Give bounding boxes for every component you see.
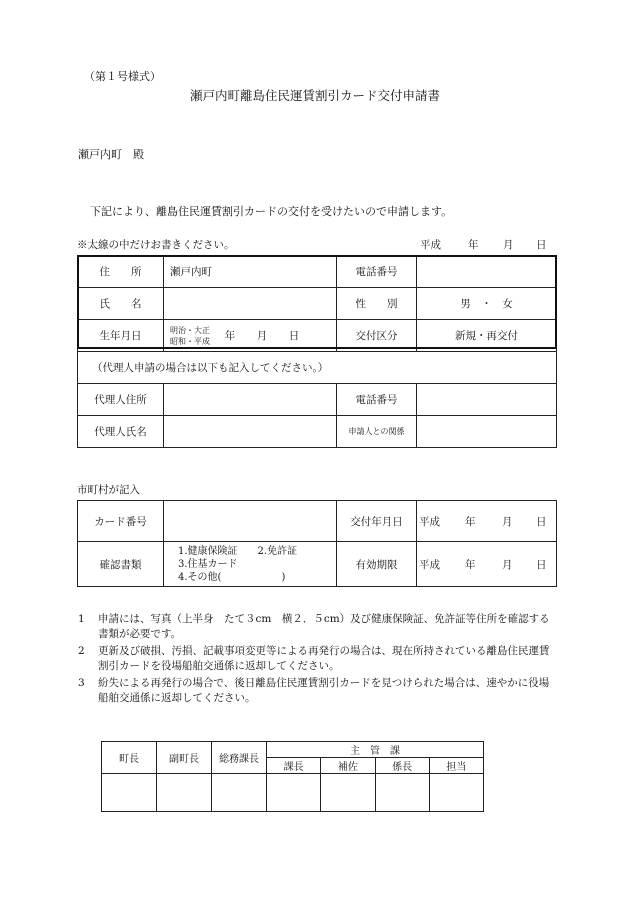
docs-options[interactable] [164,542,337,587]
agent-address-label: 代理人住所 [78,384,164,416]
mayor-header: 町長 [102,742,157,774]
issue-type-options[interactable]: 新規・再交付 [417,320,557,352]
issue-date-label: 交付年月日 [337,501,417,542]
sex-options[interactable]: 男 ・ 女 [417,288,557,320]
approval-table [101,741,484,812]
table-row [78,320,557,352]
docs-line: 3.住基カード [178,558,238,570]
phone-label: 電話番号 [337,256,417,288]
validity-day: 日 [536,558,547,571]
address-field[interactable]: 瀬戸内町 [164,256,337,288]
stamp-cell[interactable] [212,774,267,812]
issue-type-label: 交付区分 [337,320,417,352]
issue-date-era: 平成 [419,515,440,528]
section-chief-header: 課長 [267,758,321,774]
relation-label: 申請人との関係 [337,416,417,448]
document-title: 瀬戸内町離島住民運賃割引カード交付申請書 [189,88,440,103]
note-number: 3 [78,677,85,689]
date-year: 年 [468,239,479,251]
note-text: 更新及び破損、汚損、記載事項変更等による再発行の場合は、現在所持されている離島住民運賃割引カードを役場船舶交通係に返却してください。 [98,645,550,672]
agent-name-label: 代理人氏名 [78,416,164,448]
table-row [78,288,557,320]
date-day: 日 [536,239,547,251]
birthdate-field[interactable] [164,320,337,352]
agent-phone-field[interactable] [417,384,557,416]
addressee: 瀬戸内町 殿 [78,148,144,161]
issue-date-field[interactable] [417,501,557,542]
agent-instruction: （代理人申請の場合は以下も記入してください。） [78,352,557,384]
table-row [78,542,557,587]
agent-name-field[interactable] [164,416,337,448]
general-affairs-header: 総務課長 [212,742,267,774]
municipality-table [77,500,557,587]
name-field[interactable] [164,288,337,320]
deputy-mayor-header: 副町長 [157,742,212,774]
section-group-header: 主 管 課 [267,742,484,758]
card-number-field[interactable] [164,501,337,542]
name-label: 氏 名 [78,288,164,320]
birth-day: 日 [288,329,300,342]
phone-field[interactable] [417,256,557,288]
date-era: 平成 [420,239,441,251]
relation-field[interactable] [417,416,557,448]
assistant-header: 補佐 [321,758,375,774]
issue-date-year: 年 [465,515,476,528]
address-label: 住 所 [78,256,164,288]
validity-month: 月 [502,558,513,571]
list-item [78,676,558,706]
card-number-label: カード番号 [78,501,164,542]
docs-line: 4.その他( ) [178,571,286,583]
in-charge-header: 担当 [429,758,483,774]
validity-label: 有効期限 [337,542,417,587]
stamp-cell[interactable] [267,774,321,812]
note-number: 1 [78,613,85,625]
applicant-table [77,255,557,448]
note-number: 2 [78,645,85,657]
era-options [170,325,210,347]
sex-label: 性 別 [337,288,417,320]
table-row [78,416,557,448]
agent-phone-label: 電話番号 [337,384,417,416]
unit-chief-header: 係長 [375,758,429,774]
validity-era: 平成 [419,558,440,571]
agent-address-field[interactable] [164,384,337,416]
birth-month: 月 [256,329,268,342]
docs-label: 確認書類 [78,542,164,587]
stamp-cell[interactable] [157,774,212,812]
docs-line: 1.健康保険証 2.免許証 [178,545,298,557]
issue-date-day: 日 [536,515,547,528]
issue-date-month: 月 [502,515,513,528]
municipality-section-label: 市町村が記入 [77,484,140,496]
stamp-cell[interactable] [321,774,375,812]
table-row [78,352,557,384]
birthdate-label: 生年月日 [78,320,164,352]
intro-text: 下記により、離島住民運賃割引カードの交付を受けたいので申請します。 [90,205,453,218]
application-date [420,237,550,252]
table-row [78,256,557,288]
list-item [78,644,558,674]
table-row [78,384,557,416]
table-row [78,501,557,542]
form-number: （第１号様式） [84,70,161,83]
stamp-cell[interactable] [375,774,429,812]
table-row [102,774,484,812]
date-month: 月 [503,239,514,251]
notes-list [78,612,558,708]
birth-year: 年 [224,329,236,342]
table-row [102,742,484,758]
list-item [78,612,558,642]
bold-frame-note: ※太線の中だけお書きください。 [77,239,235,251]
note-text: 紛失による再発行の場合で、後日離島住民運賃割引カードを見つけられた場合は、速やかに役場船舶交通係に返却してください。 [98,677,550,704]
era-options-line1: 明治・大正 [170,325,210,335]
stamp-cell[interactable] [429,774,483,812]
validity-field[interactable] [417,542,557,587]
era-options-line2: 昭和・平成 [170,336,210,346]
note-text: 申請には、写真（上半身 たて３cm 横２．５cm）及び健康保険証、免許証等住所を確認する書類が必要です。 [98,613,550,640]
stamp-cell[interactable] [102,774,157,812]
validity-year: 年 [465,558,476,571]
